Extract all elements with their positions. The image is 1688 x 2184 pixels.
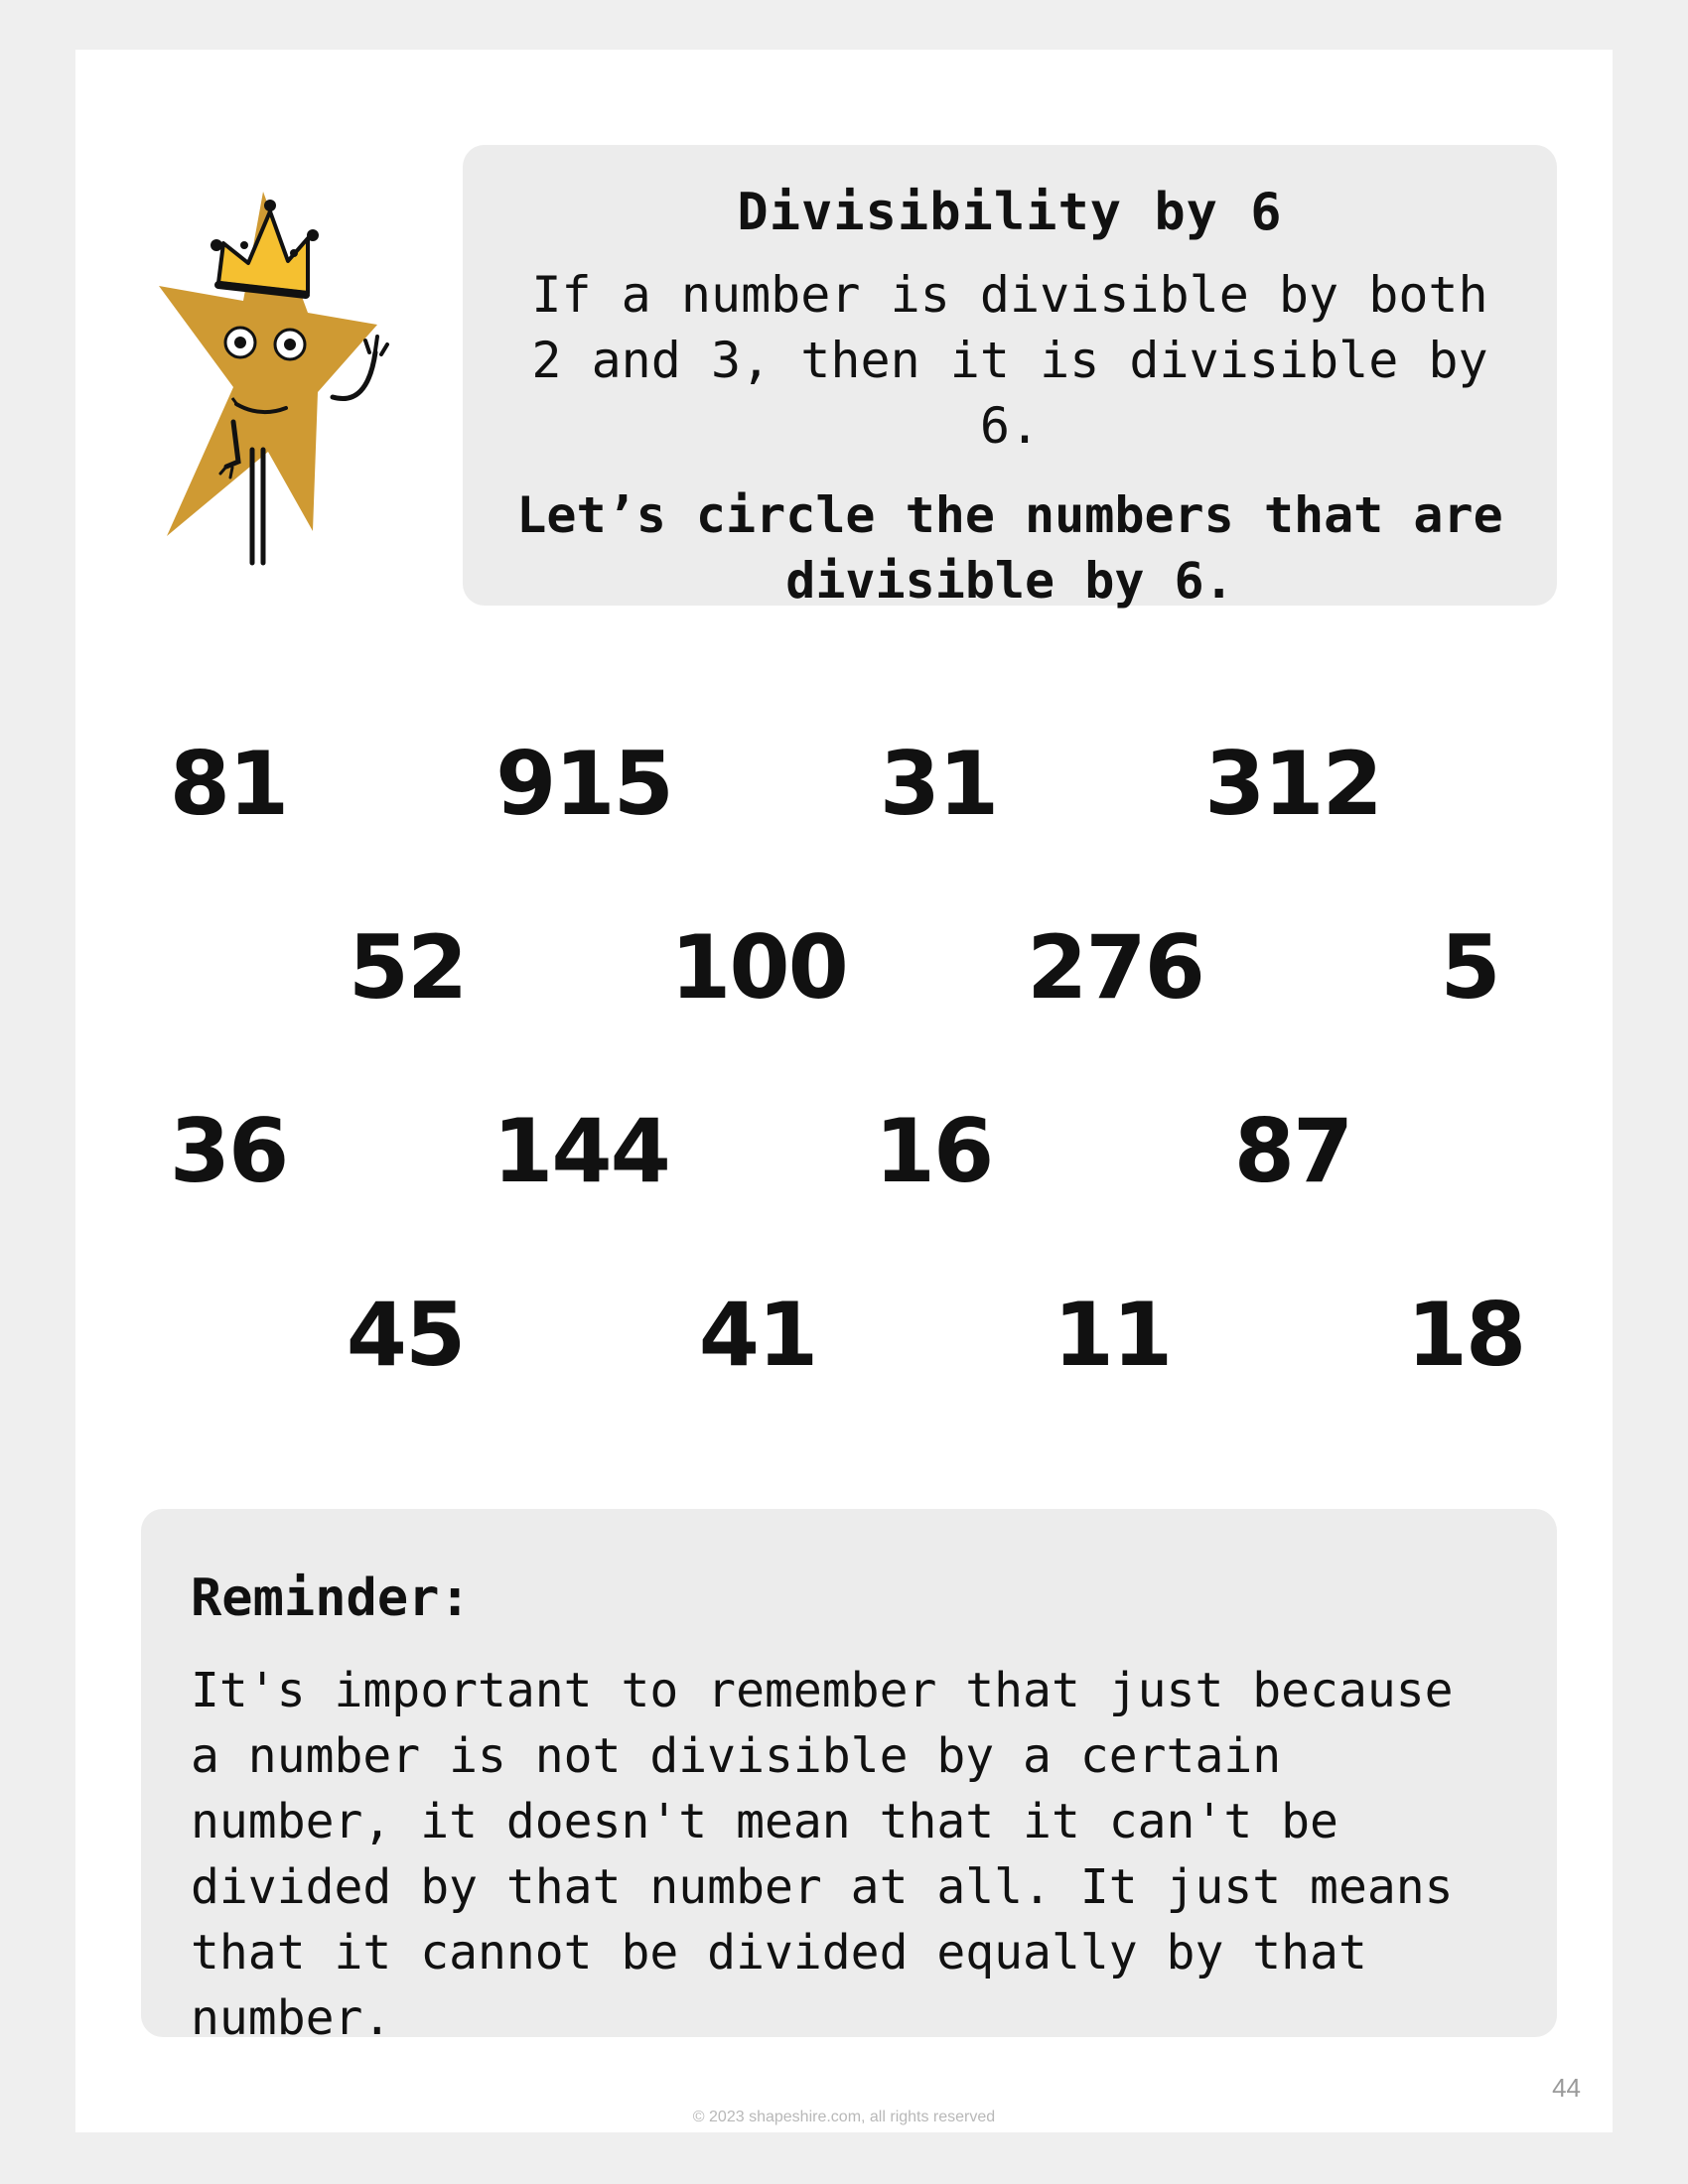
task-instruction: Let’s circle the numbers that are divisible by 6. bbox=[516, 486, 1503, 610]
number-item[interactable]: 52 bbox=[348, 916, 467, 1019]
number-item[interactable]: 5 bbox=[1440, 916, 1499, 1019]
star-mascot-icon bbox=[149, 184, 397, 571]
number-item[interactable]: 41 bbox=[698, 1284, 817, 1386]
divisibility-rule: If a number is divisible by both 2 and 3, then it is divisible by 6. bbox=[531, 266, 1488, 455]
number-item[interactable]: 87 bbox=[1233, 1100, 1352, 1202]
number-item[interactable]: 36 bbox=[169, 1100, 288, 1202]
rule-box bbox=[463, 145, 1557, 610]
copyright-notice: © 2023 shapeshire.com, all rights reserved bbox=[692, 2109, 996, 2125]
number-item[interactable]: 81 bbox=[169, 733, 288, 835]
number-item[interactable]: 312 bbox=[1204, 733, 1381, 835]
reminder-box bbox=[141, 1509, 1557, 2046]
page-number: 44 bbox=[1552, 2073, 1581, 2103]
number-item[interactable]: 45 bbox=[346, 1284, 465, 1386]
page-title: Divisibility by 6 bbox=[737, 183, 1283, 242]
number-item[interactable]: 100 bbox=[670, 916, 847, 1019]
number-item[interactable]: 11 bbox=[1053, 1284, 1172, 1386]
number-item[interactable]: 31 bbox=[879, 733, 998, 835]
number-item[interactable]: 915 bbox=[495, 733, 672, 835]
reminder-title: Reminder: bbox=[191, 1569, 471, 1628]
number-item[interactable]: 18 bbox=[1406, 1284, 1525, 1386]
number-item[interactable]: 16 bbox=[874, 1100, 993, 1202]
number-item[interactable]: 144 bbox=[492, 1100, 669, 1202]
number-item[interactable]: 276 bbox=[1027, 916, 1203, 1019]
reminder-text: It's important to remember that just because a number is not divisible by a certain number, it doesn't mean that it can't be divided by that number at all. It just means that it cannot be divided equally by that number. bbox=[191, 1663, 1454, 2046]
